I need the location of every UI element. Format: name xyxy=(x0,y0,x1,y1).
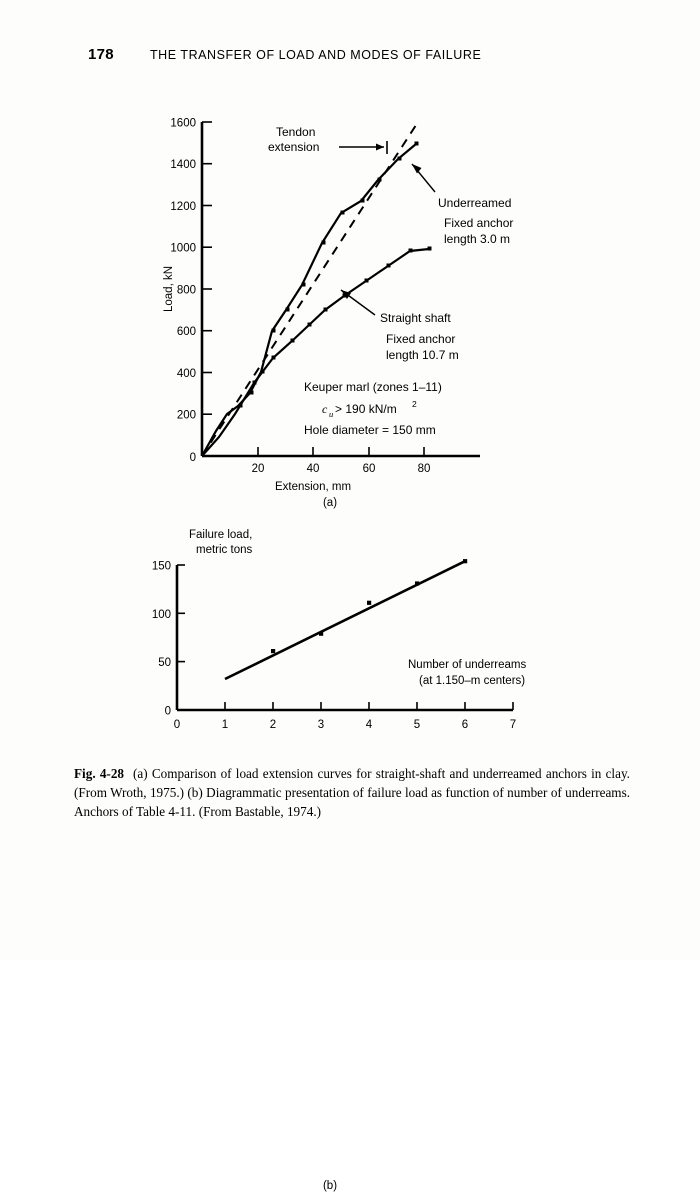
y-tick-400: 400 xyxy=(176,368,196,380)
chart-b-y-tick-150: 150 xyxy=(151,560,171,573)
y-tick-600: 600 xyxy=(176,326,196,339)
running-head-title: THE TRANSFER OF LOAD AND MODES OF FAILURE xyxy=(149,48,482,62)
y-tick-1400: 1400 xyxy=(170,159,196,172)
chart-a-x-axis-label: Extension, mm xyxy=(274,481,352,493)
chart-b-x-ticklabels xyxy=(174,719,516,731)
chart-b-x-tick-6: 6 xyxy=(461,719,469,731)
chart-a-y-ticks xyxy=(202,122,212,414)
data-point-2 xyxy=(271,649,275,653)
chart-b-x-tick-5: 5 xyxy=(413,719,421,731)
underreamed-line1: Underreamed xyxy=(438,196,512,210)
y-tick-1200: 1200 xyxy=(170,201,196,213)
running-head xyxy=(88,46,481,63)
tendon-extension-line2: extension xyxy=(268,140,320,154)
straight-shaft-line1: Straight shaft xyxy=(380,311,451,325)
tendon-extension-line1: Tendon xyxy=(276,125,316,139)
chart-b-x-axis-label-line2: (at 1.150–m centers) xyxy=(419,675,526,687)
straight-shaft-line2: Fixed anchor xyxy=(386,332,456,346)
chart-b-x-tick-2: 2 xyxy=(269,719,277,731)
annotation-tendon-extension xyxy=(268,125,387,154)
chart-b-x-tick-4: 4 xyxy=(365,719,373,731)
y-tick-0: 0 xyxy=(189,452,196,464)
chart-b-y-tick-50: 50 xyxy=(158,657,171,670)
x-tick-80: 80 xyxy=(417,463,431,475)
y-tick-200: 200 xyxy=(176,409,196,422)
figure-caption xyxy=(74,764,630,821)
sublabel-b: (b) xyxy=(322,1180,338,1192)
soil-note-line2 xyxy=(322,399,417,419)
chart-b-y-ticklabels xyxy=(152,561,171,718)
chart-b-x-axis-label xyxy=(408,659,526,687)
y-tick-800: 800 xyxy=(176,284,196,297)
data-point-4 xyxy=(367,601,371,605)
soil-note-cu-superscript: 2 xyxy=(412,399,417,409)
data-point-5 xyxy=(415,581,419,585)
chart-a-svg xyxy=(0,100,700,520)
chart-b-x-tick-0: 0 xyxy=(173,719,181,731)
chart-b-x-axis-label-line1: Number of underreams xyxy=(408,659,527,671)
chart-a-load-extension xyxy=(0,100,700,520)
chart-b-axes xyxy=(177,565,513,710)
chart-b-x-tick-3: 3 xyxy=(317,719,325,731)
chart-b-y-tick-100: 100 xyxy=(151,608,171,621)
soil-note-cu-subscript: u xyxy=(329,409,334,419)
chart-b-x-tick-1: 1 xyxy=(221,719,229,731)
chart-b-x-tick-7: 7 xyxy=(509,719,517,731)
data-point-3 xyxy=(319,632,323,636)
chart-a-y-axis-label: Load, kN xyxy=(163,265,175,313)
chart-a-x-ticklabels xyxy=(252,463,431,475)
page-number: 178 xyxy=(88,46,114,63)
chart-b-y-axis-label-line1: Failure load, xyxy=(189,529,253,541)
figure-number: Fig. 4-28 xyxy=(74,766,125,781)
x-tick-20: 20 xyxy=(251,463,265,475)
soil-note-line3: Hole diameter = 150 mm xyxy=(304,423,436,437)
chart-b-y-tick-0: 0 xyxy=(164,705,171,718)
straight-shaft-line3: length 10.7 m xyxy=(386,348,459,362)
soil-note-cu-rest: > 190 kN/m xyxy=(335,402,397,416)
x-tick-60: 60 xyxy=(362,463,376,475)
y-tick-1600: 1600 xyxy=(170,117,196,130)
annotation-soil-note xyxy=(304,380,442,437)
figure-caption-text: (a) Comparison of load extension curves for straight-shaft and underreamed anchors in clay. (From Wroth, 1975.) (b) Diagrammatic presentation of failure load as function of number of underreams. Anchors of Table 4-11. (From Bastable, 1974.) xyxy=(74,766,630,820)
annotation-underreamed xyxy=(412,164,513,246)
chart-b-y-axis-label-line2: metric tons xyxy=(196,544,253,556)
underreamed-line3: length 3.0 m xyxy=(444,232,511,246)
soil-note-cu-symbol: c xyxy=(322,402,328,416)
soil-note-line1: Keuper marl (zones 1–11) xyxy=(304,380,442,394)
chart-b-y-axis-label xyxy=(189,529,252,556)
underreamed-line2: Fixed anchor xyxy=(444,216,514,230)
annotation-straight-shaft xyxy=(341,290,459,362)
y-tick-1000: 1000 xyxy=(170,242,196,255)
x-tick-40: 40 xyxy=(306,463,320,475)
chart-a-x-ticks xyxy=(202,447,424,456)
sublabel-a: (a) xyxy=(322,497,338,509)
chart-b-svg xyxy=(0,520,700,770)
data-point-6 xyxy=(463,559,467,563)
